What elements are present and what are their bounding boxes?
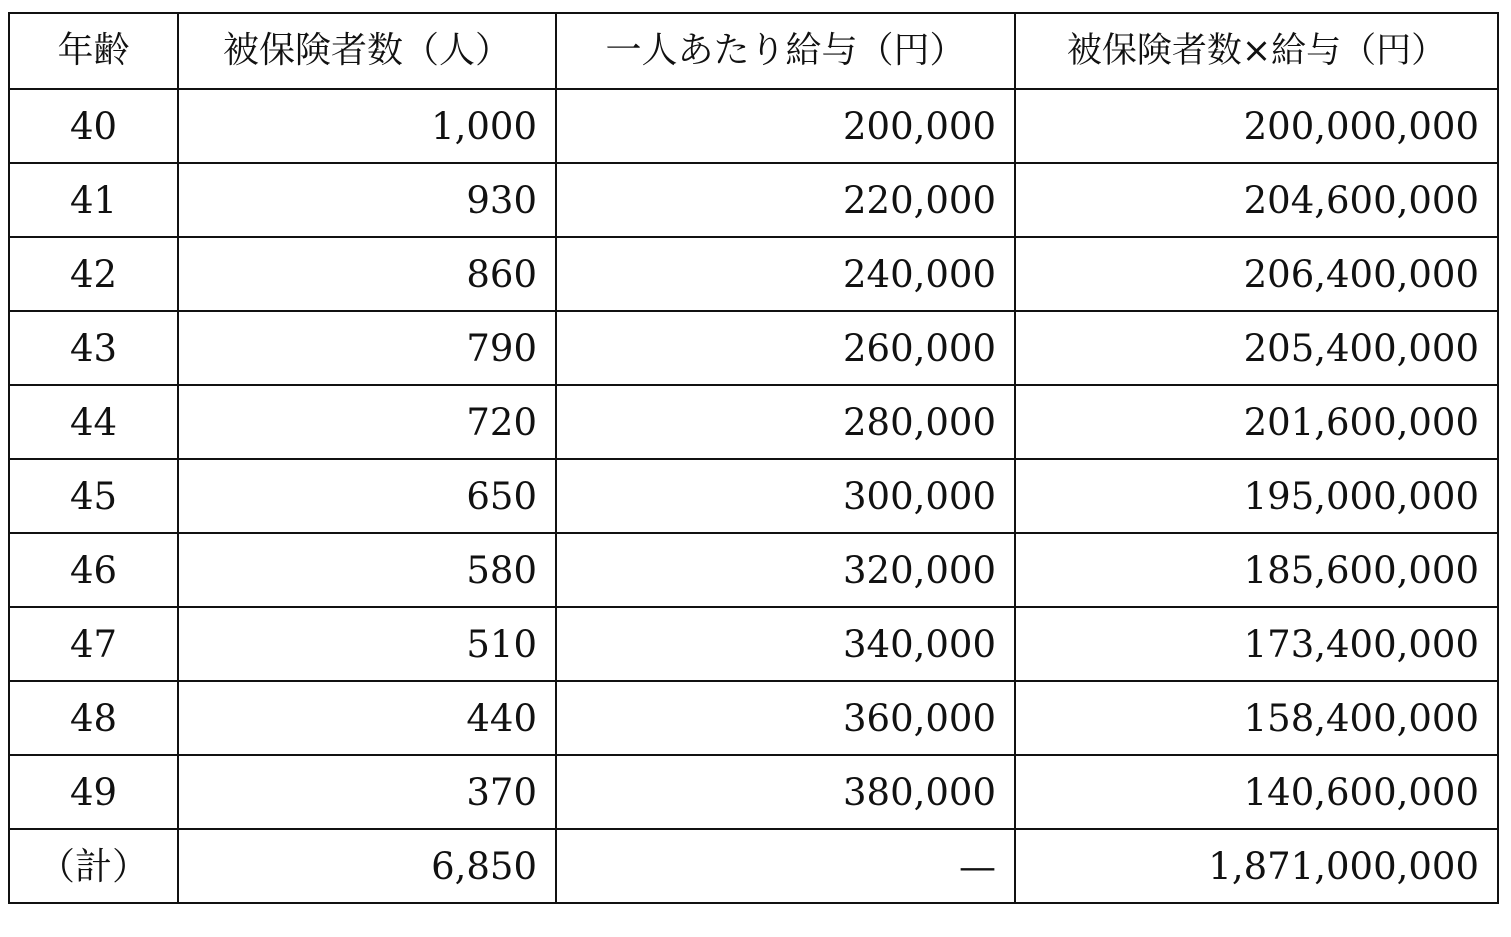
total-salary-dash: — <box>556 829 1015 903</box>
salary-cell: 280,000 <box>556 385 1015 459</box>
product-cell: 204,600,000 <box>1015 163 1498 237</box>
age-cell: 43 <box>9 311 178 385</box>
product-cell: 200,000,000 <box>1015 89 1498 163</box>
insured-count-cell: 1,000 <box>178 89 556 163</box>
salary-cell: 360,000 <box>556 681 1015 755</box>
product-cell: 140,600,000 <box>1015 755 1498 829</box>
product-cell: 173,400,000 <box>1015 607 1498 681</box>
insured-count-cell: 370 <box>178 755 556 829</box>
salary-cell: 300,000 <box>556 459 1015 533</box>
insured-count-cell: 580 <box>178 533 556 607</box>
product-cell: 158,400,000 <box>1015 681 1498 755</box>
age-cell: 47 <box>9 607 178 681</box>
age-cell: 40 <box>9 89 178 163</box>
table-row <box>9 533 1498 607</box>
age-cell: 44 <box>9 385 178 459</box>
insured-count-cell: 860 <box>178 237 556 311</box>
age-cell: 49 <box>9 755 178 829</box>
age-cell: 41 <box>9 163 178 237</box>
table-row <box>9 237 1498 311</box>
insured-count-cell: 650 <box>178 459 556 533</box>
salary-cell: 260,000 <box>556 311 1015 385</box>
product-cell: 195,000,000 <box>1015 459 1498 533</box>
header-row <box>9 13 1498 89</box>
age-cell: 45 <box>9 459 178 533</box>
salary-cell: 240,000 <box>556 237 1015 311</box>
table-row <box>9 755 1498 829</box>
salary-cell: 320,000 <box>556 533 1015 607</box>
table-row <box>9 607 1498 681</box>
insured-count-cell: 720 <box>178 385 556 459</box>
table-row <box>9 459 1498 533</box>
total-label: （計） <box>9 829 178 903</box>
product-cell: 205,400,000 <box>1015 311 1498 385</box>
header-age: 年齢 <box>9 13 178 89</box>
total-product: 1,871,000,000 <box>1015 829 1498 903</box>
product-cell: 201,600,000 <box>1015 385 1498 459</box>
age-cell: 46 <box>9 533 178 607</box>
salary-cell: 340,000 <box>556 607 1015 681</box>
table-row <box>9 681 1498 755</box>
insured-count-cell: 930 <box>178 163 556 237</box>
table-row <box>9 385 1498 459</box>
insured-count-cell: 790 <box>178 311 556 385</box>
age-cell: 42 <box>9 237 178 311</box>
header-salary-per-person: 一人あたり給与（円） <box>556 13 1015 89</box>
table-row <box>9 89 1498 163</box>
salary-cell: 200,000 <box>556 89 1015 163</box>
insured-salary-table <box>8 12 1499 904</box>
total-insured-count: 6,850 <box>178 829 556 903</box>
insured-count-cell: 510 <box>178 607 556 681</box>
header-count-times-salary: 被保険者数×給与（円） <box>1015 13 1498 89</box>
table-row <box>9 163 1498 237</box>
salary-cell: 220,000 <box>556 163 1015 237</box>
table-row <box>9 311 1498 385</box>
header-insured-count: 被保険者数（人） <box>178 13 556 89</box>
age-cell: 48 <box>9 681 178 755</box>
product-cell: 206,400,000 <box>1015 237 1498 311</box>
total-row <box>9 829 1498 903</box>
product-cell: 185,600,000 <box>1015 533 1498 607</box>
salary-cell: 380,000 <box>556 755 1015 829</box>
insured-count-cell: 440 <box>178 681 556 755</box>
